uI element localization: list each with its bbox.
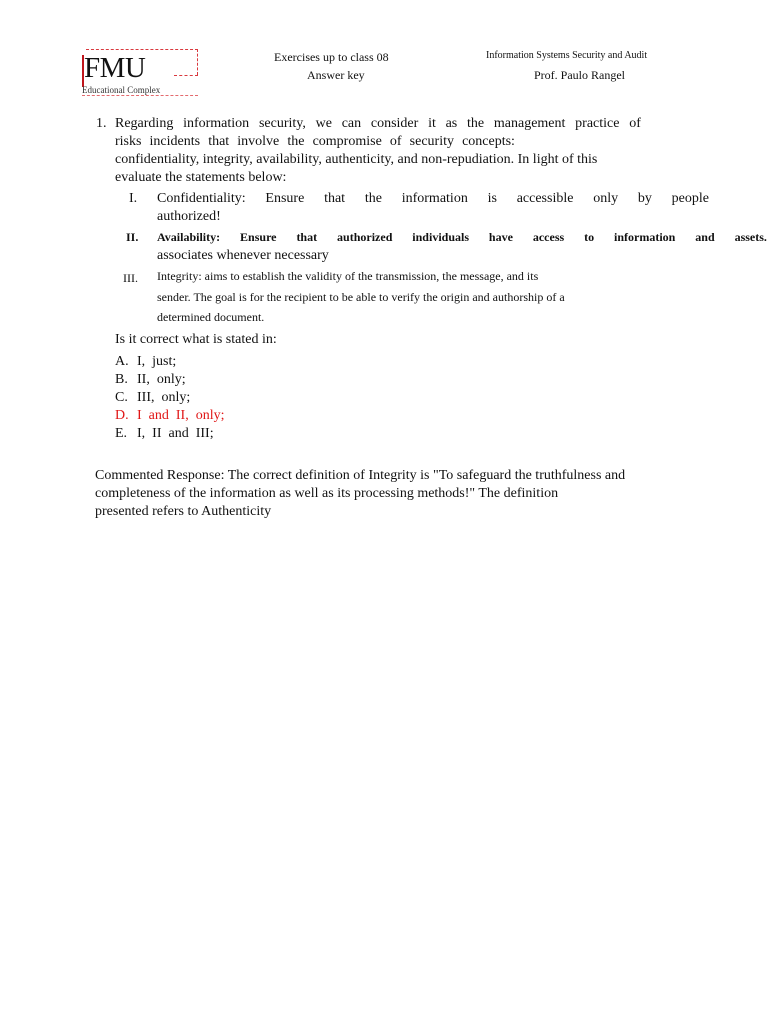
- option-word: only;: [161, 390, 191, 405]
- word: accessible: [516, 191, 574, 206]
- commented-response-line-1: Commented Response: The correct definition of Integrity is "To safeguard the truthfulness and: [95, 468, 626, 483]
- word: Confidentiality:: [157, 191, 246, 206]
- word: authorized: [337, 230, 393, 244]
- answer-option-a: [115, 354, 183, 370]
- word: to: [584, 230, 595, 244]
- word: practice: [575, 116, 620, 131]
- logo-dashed-border-right: [197, 49, 198, 75]
- word: Availability:: [157, 230, 221, 244]
- word: can: [341, 116, 362, 131]
- word: that: [324, 191, 346, 206]
- option-letter: E.: [115, 426, 128, 441]
- statement-iii-line-2: sender. The goal is for the recipient to be able to verify the origin and authorship of a: [157, 290, 565, 304]
- word: is: [487, 191, 497, 206]
- option-word: I,: [137, 426, 146, 441]
- word: as: [445, 116, 458, 131]
- question-number: 1.: [96, 116, 107, 131]
- answer-option-c: [115, 390, 197, 406]
- statement-iii-numeral: III.: [123, 271, 138, 285]
- option-letter: B.: [115, 372, 128, 387]
- word: that: [208, 134, 230, 149]
- word: the: [467, 116, 485, 131]
- word: risks: [115, 134, 142, 149]
- option-word: only;: [195, 408, 225, 423]
- question-line-4: evaluate the statements below:: [115, 170, 287, 185]
- word: people: [671, 191, 709, 206]
- word: of: [629, 116, 641, 131]
- logo-dashed-border-bottom: [174, 75, 198, 76]
- word: Regarding: [115, 116, 174, 131]
- word: assets.: [734, 230, 767, 244]
- statement-iii-line-3: determined document.: [157, 310, 265, 324]
- word: individuals: [412, 230, 469, 244]
- option-letter: C.: [115, 390, 128, 405]
- fmu-logo: [82, 49, 198, 93]
- option-word: II,: [137, 372, 150, 387]
- word: only: [593, 191, 619, 206]
- word: information: [183, 116, 250, 131]
- word: it: [428, 116, 436, 131]
- word: we: [315, 116, 332, 131]
- option-word: II,: [175, 408, 189, 423]
- question-line-1: [115, 116, 641, 132]
- commented-response-line-2: completeness of the information as well as its processing methods!" The definition: [95, 486, 559, 501]
- logo-text: FMU: [84, 52, 146, 84]
- question-prompt: Is it correct what is stated in:: [115, 332, 277, 347]
- answer-option-e: [115, 426, 221, 442]
- statement-i-numeral: I.: [129, 191, 138, 206]
- word: compromise: [312, 134, 382, 149]
- option-word: only;: [156, 372, 186, 387]
- statement-i-line-2: authorized!: [157, 209, 221, 224]
- word: Ensure: [240, 230, 277, 244]
- word: information: [614, 230, 676, 244]
- word: the: [364, 191, 382, 206]
- word: of: [389, 134, 402, 149]
- word: involve: [237, 134, 280, 149]
- word: access: [532, 230, 565, 244]
- word: information: [401, 191, 468, 206]
- option-word: II: [152, 426, 162, 441]
- logo-dashed-border-top: [86, 49, 198, 50]
- word: that: [296, 230, 318, 244]
- logo-subtitle: Educational Complex: [82, 85, 161, 95]
- word: management: [493, 116, 566, 131]
- header-subtitle: Answer key: [307, 68, 365, 82]
- word: concepts:: [462, 134, 515, 149]
- option-word: and: [148, 408, 169, 423]
- word: security: [409, 134, 454, 149]
- option-word: and: [168, 426, 189, 441]
- statement-ii-line-1: [157, 230, 767, 245]
- option-letter: A.: [115, 354, 129, 369]
- statement-iii-line-1: Integrity: aims to establish the validity of the transmission, the message, and its: [157, 269, 539, 283]
- word: and: [695, 230, 715, 244]
- option-letter: D.: [115, 408, 129, 423]
- word: the: [287, 134, 305, 149]
- logo-underline: [82, 95, 198, 96]
- option-word: I: [137, 408, 142, 423]
- word: by: [637, 191, 652, 206]
- header-course: Information Systems Security and Audit: [486, 50, 648, 61]
- word: Ensure: [265, 191, 305, 206]
- statement-ii-line-2: associates whenever necessary: [157, 248, 329, 263]
- word: have: [488, 230, 513, 244]
- word: consider: [370, 116, 419, 131]
- word: security,: [258, 116, 306, 131]
- option-word: III;: [195, 426, 214, 441]
- header-professor: Prof. Paulo Rangel: [534, 68, 625, 82]
- question-line-3: confidentiality, integrity, availability, authenticity, and non-repudiation. In light of this: [115, 152, 598, 167]
- statement-ii-numeral: II.: [126, 230, 139, 244]
- header-title: Exercises up to class 08: [274, 50, 389, 64]
- statement-i-line-1: [157, 191, 709, 207]
- answer-option-d: [115, 408, 232, 424]
- word: incidents: [149, 134, 201, 149]
- question-line-2: [115, 134, 515, 150]
- answer-option-b: [115, 372, 193, 388]
- option-word: I,: [137, 354, 146, 369]
- option-word: just;: [152, 354, 177, 369]
- commented-response-line-3: presented refers to Authenticity: [95, 504, 272, 519]
- option-word: III,: [137, 390, 155, 405]
